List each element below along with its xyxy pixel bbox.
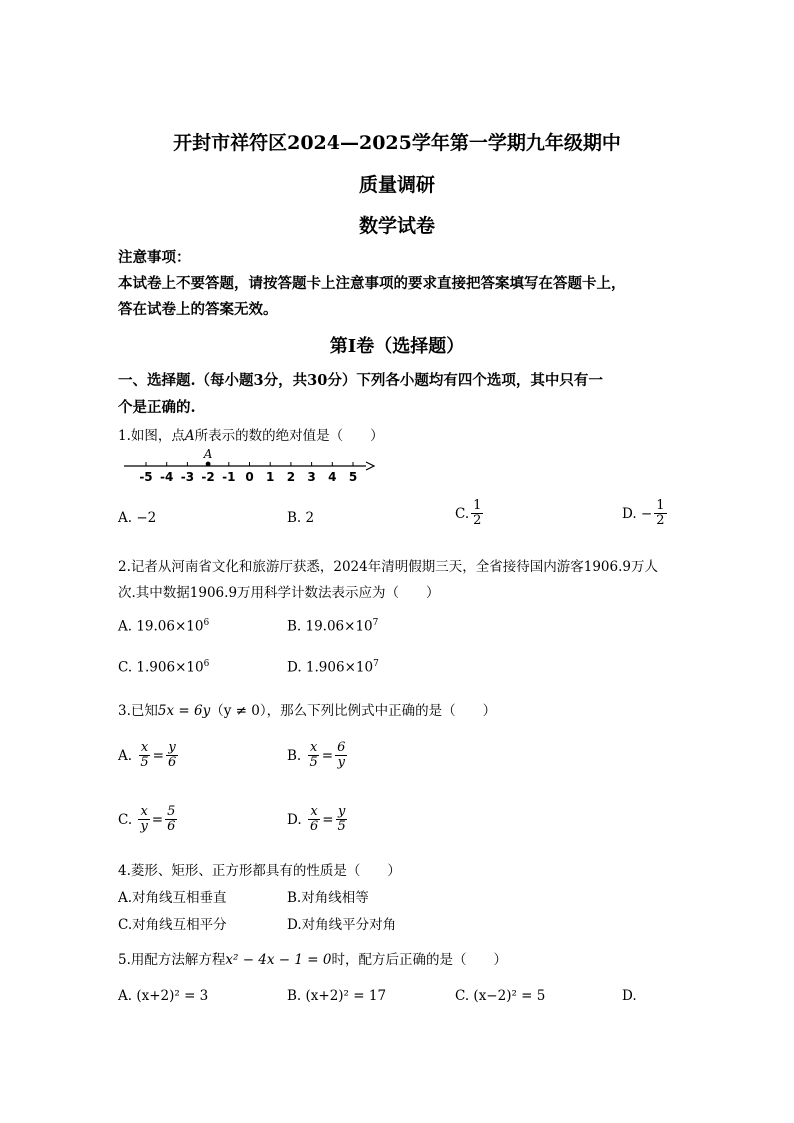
q2-d-text: D. 1.906×10 xyxy=(287,659,374,676)
q2-b-text: B. 19.06×10 xyxy=(287,618,373,635)
q5-stem-post: 时，配方后正确的是（ ） xyxy=(331,952,507,968)
q2-d-exponent: 7 xyxy=(373,659,379,669)
exam-title-line1: 开封市祥符区2024—2025学年第一学期九年级期中 xyxy=(173,132,621,154)
number-line-tick-label: 1 xyxy=(266,470,275,484)
number-line-tick-label: -3 xyxy=(180,470,195,484)
number-line-tick-label: 5 xyxy=(348,470,358,484)
q3-c-ld: y xyxy=(140,819,148,834)
q1-stem-pre: 1.如图，点 xyxy=(118,428,185,444)
number-line-arrow-icon xyxy=(366,462,374,470)
number-line-tick-label: -1 xyxy=(222,470,236,484)
equals-sign: = xyxy=(151,811,164,828)
number-line-tick-label: 2 xyxy=(286,470,296,484)
q3-a-right-fraction xyxy=(166,741,178,770)
equals-sign: = xyxy=(152,747,164,764)
q3-c-left-fraction xyxy=(138,805,149,834)
q1-option-b: B. 2 xyxy=(287,510,315,526)
q1-d-denominator: 2 xyxy=(656,513,665,528)
notice-heading: 注意事项： xyxy=(118,249,191,266)
q1-c-numerator: 1 xyxy=(473,498,482,513)
equals-sign: = xyxy=(321,747,334,764)
number-line-tick-label: -5 xyxy=(139,470,153,484)
q3-d-ln: x xyxy=(310,804,318,819)
q3-a-left-fraction xyxy=(138,741,150,770)
q2-option-d xyxy=(287,659,379,676)
q1-option-c-fraction xyxy=(471,499,483,528)
q5-option-d: D. xyxy=(622,988,637,1004)
q2-line2: 次.其中数据1906.9万用科学计数法表示应为（ ） xyxy=(118,585,440,601)
q3-c-rn: 5 xyxy=(167,804,176,819)
q1-stem-var: A xyxy=(184,428,195,444)
q4-option-c: C.对角线互相平分 xyxy=(118,917,227,933)
q5-equation: x² − 4x − 1 = 0 xyxy=(225,952,332,968)
q2-c-text: C. 1.906×10 xyxy=(118,659,204,676)
part1-title: 第Ⅰ卷（选择题） xyxy=(329,336,465,357)
number-line-tick-label: -2 xyxy=(201,470,215,484)
q3-d-ld: 6 xyxy=(309,819,319,834)
q2-a-exponent: 6 xyxy=(203,618,210,628)
q1-d-numerator: 1 xyxy=(656,498,665,513)
q3-a-rd: 6 xyxy=(167,755,177,770)
number-line-tick-label: 3 xyxy=(307,470,316,484)
point-a-label: A xyxy=(203,447,213,461)
number-line-tick-label: 4 xyxy=(328,470,337,484)
q4-stem: 4.菱形、矩形、正方形都具有的性质是（ ） xyxy=(118,863,401,879)
subject-title: 数学试卷 xyxy=(358,215,435,237)
q2-a-text: A. 19.06×10 xyxy=(118,618,204,635)
exam-title-line2: 质量调研 xyxy=(358,174,435,196)
q1-c-denominator: 2 xyxy=(473,513,482,528)
q3-a-ln: x xyxy=(140,740,149,755)
part1-instruction-line2: 个是正确的. xyxy=(118,399,196,416)
q2-option-c xyxy=(118,659,209,676)
q3-d-label: D. xyxy=(287,811,302,828)
q2-b-exponent: 7 xyxy=(372,618,379,628)
q3-d-left-fraction xyxy=(308,805,320,834)
point-a-marker xyxy=(206,462,211,467)
q1-option-d-label: D. − xyxy=(622,505,653,522)
q3-option-a xyxy=(118,741,180,770)
q3-b-left-fraction xyxy=(308,741,320,770)
q3-b-rd: y xyxy=(337,755,345,770)
q3-c-label: C. xyxy=(118,811,133,828)
q3-d-right-fraction xyxy=(336,805,348,834)
q3-b-ld: 5 xyxy=(309,755,318,770)
q3-b-right-fraction xyxy=(335,741,347,770)
q3-stem-post: ，那么下列比例式中正确的是（ ） xyxy=(266,703,497,719)
q3-c-right-fraction xyxy=(165,805,177,834)
q3-d-rn: y xyxy=(337,804,346,819)
q3-stem xyxy=(118,699,496,719)
q3-a-ld: 5 xyxy=(140,755,149,770)
q2-option-a xyxy=(118,618,209,635)
q1-option-c-label: C. xyxy=(455,505,470,522)
q3-condition: （y ≠ 0） xyxy=(210,703,267,719)
q3-b-ln: x xyxy=(309,740,318,755)
q5-stem-pre: 5.用配方法解方程 xyxy=(118,952,226,968)
q3-b-label: B. xyxy=(287,747,302,764)
q4-option-a: A.对角线互相垂直 xyxy=(118,890,227,906)
q3-equation: 5x = 6y xyxy=(157,703,211,719)
q1-option-d-fraction xyxy=(654,499,666,528)
q2-line1: 2.记者从河南省文化和旅游厅获悉，2024年清明假期三天，全省接待国内游客1906.9万人 xyxy=(118,559,658,575)
q1-option-d xyxy=(622,499,669,528)
q2-option-b xyxy=(287,618,378,635)
number-line-tick-label: -4 xyxy=(160,470,174,484)
q4-option-d: D.对角线平分对角 xyxy=(287,917,397,933)
q1-option-c xyxy=(455,499,485,528)
q3-d-rd: 5 xyxy=(337,819,346,834)
q3-a-rn: y xyxy=(168,740,176,755)
q2-c-exponent: 6 xyxy=(203,659,210,669)
number-line xyxy=(118,444,380,490)
number-line-tick-label: 0 xyxy=(245,470,254,484)
q5-option-b: B. (x+2)² = 17 xyxy=(287,988,387,1004)
q1-stem xyxy=(118,424,384,444)
q3-option-c xyxy=(118,805,179,834)
q1-stem-post: 所表示的数的绝对值是（ ） xyxy=(194,428,384,444)
q5-stem xyxy=(118,948,507,968)
notice-line2: 答在试卷上的答案无效。 xyxy=(118,301,278,318)
q5-option-a: A. (x+2)² = 3 xyxy=(118,988,209,1004)
q4-option-b: B.对角线相等 xyxy=(287,890,369,906)
q3-c-ln: x xyxy=(140,804,148,819)
q5-option-c: C. (x−2)² = 5 xyxy=(455,988,546,1004)
q3-a-label: A. xyxy=(118,747,133,764)
q1-option-a: A. −2 xyxy=(118,510,157,526)
part1-instruction-line1: 一、选择题.（每小题3分，共30分）下列各小题均有四个选项，其中只有一 xyxy=(118,372,603,389)
q3-option-d xyxy=(287,805,350,834)
q3-option-b xyxy=(287,741,349,770)
equals-sign: = xyxy=(322,811,334,828)
q3-c-rd: 6 xyxy=(167,819,176,834)
q3-stem-pre: 3.已知 xyxy=(118,703,158,719)
q3-b-rn: 6 xyxy=(337,740,346,755)
notice-line1: 本试卷上不要答题，请按答题卡上注意事项的要求直接把答案填写在答题卡上， xyxy=(118,275,626,292)
